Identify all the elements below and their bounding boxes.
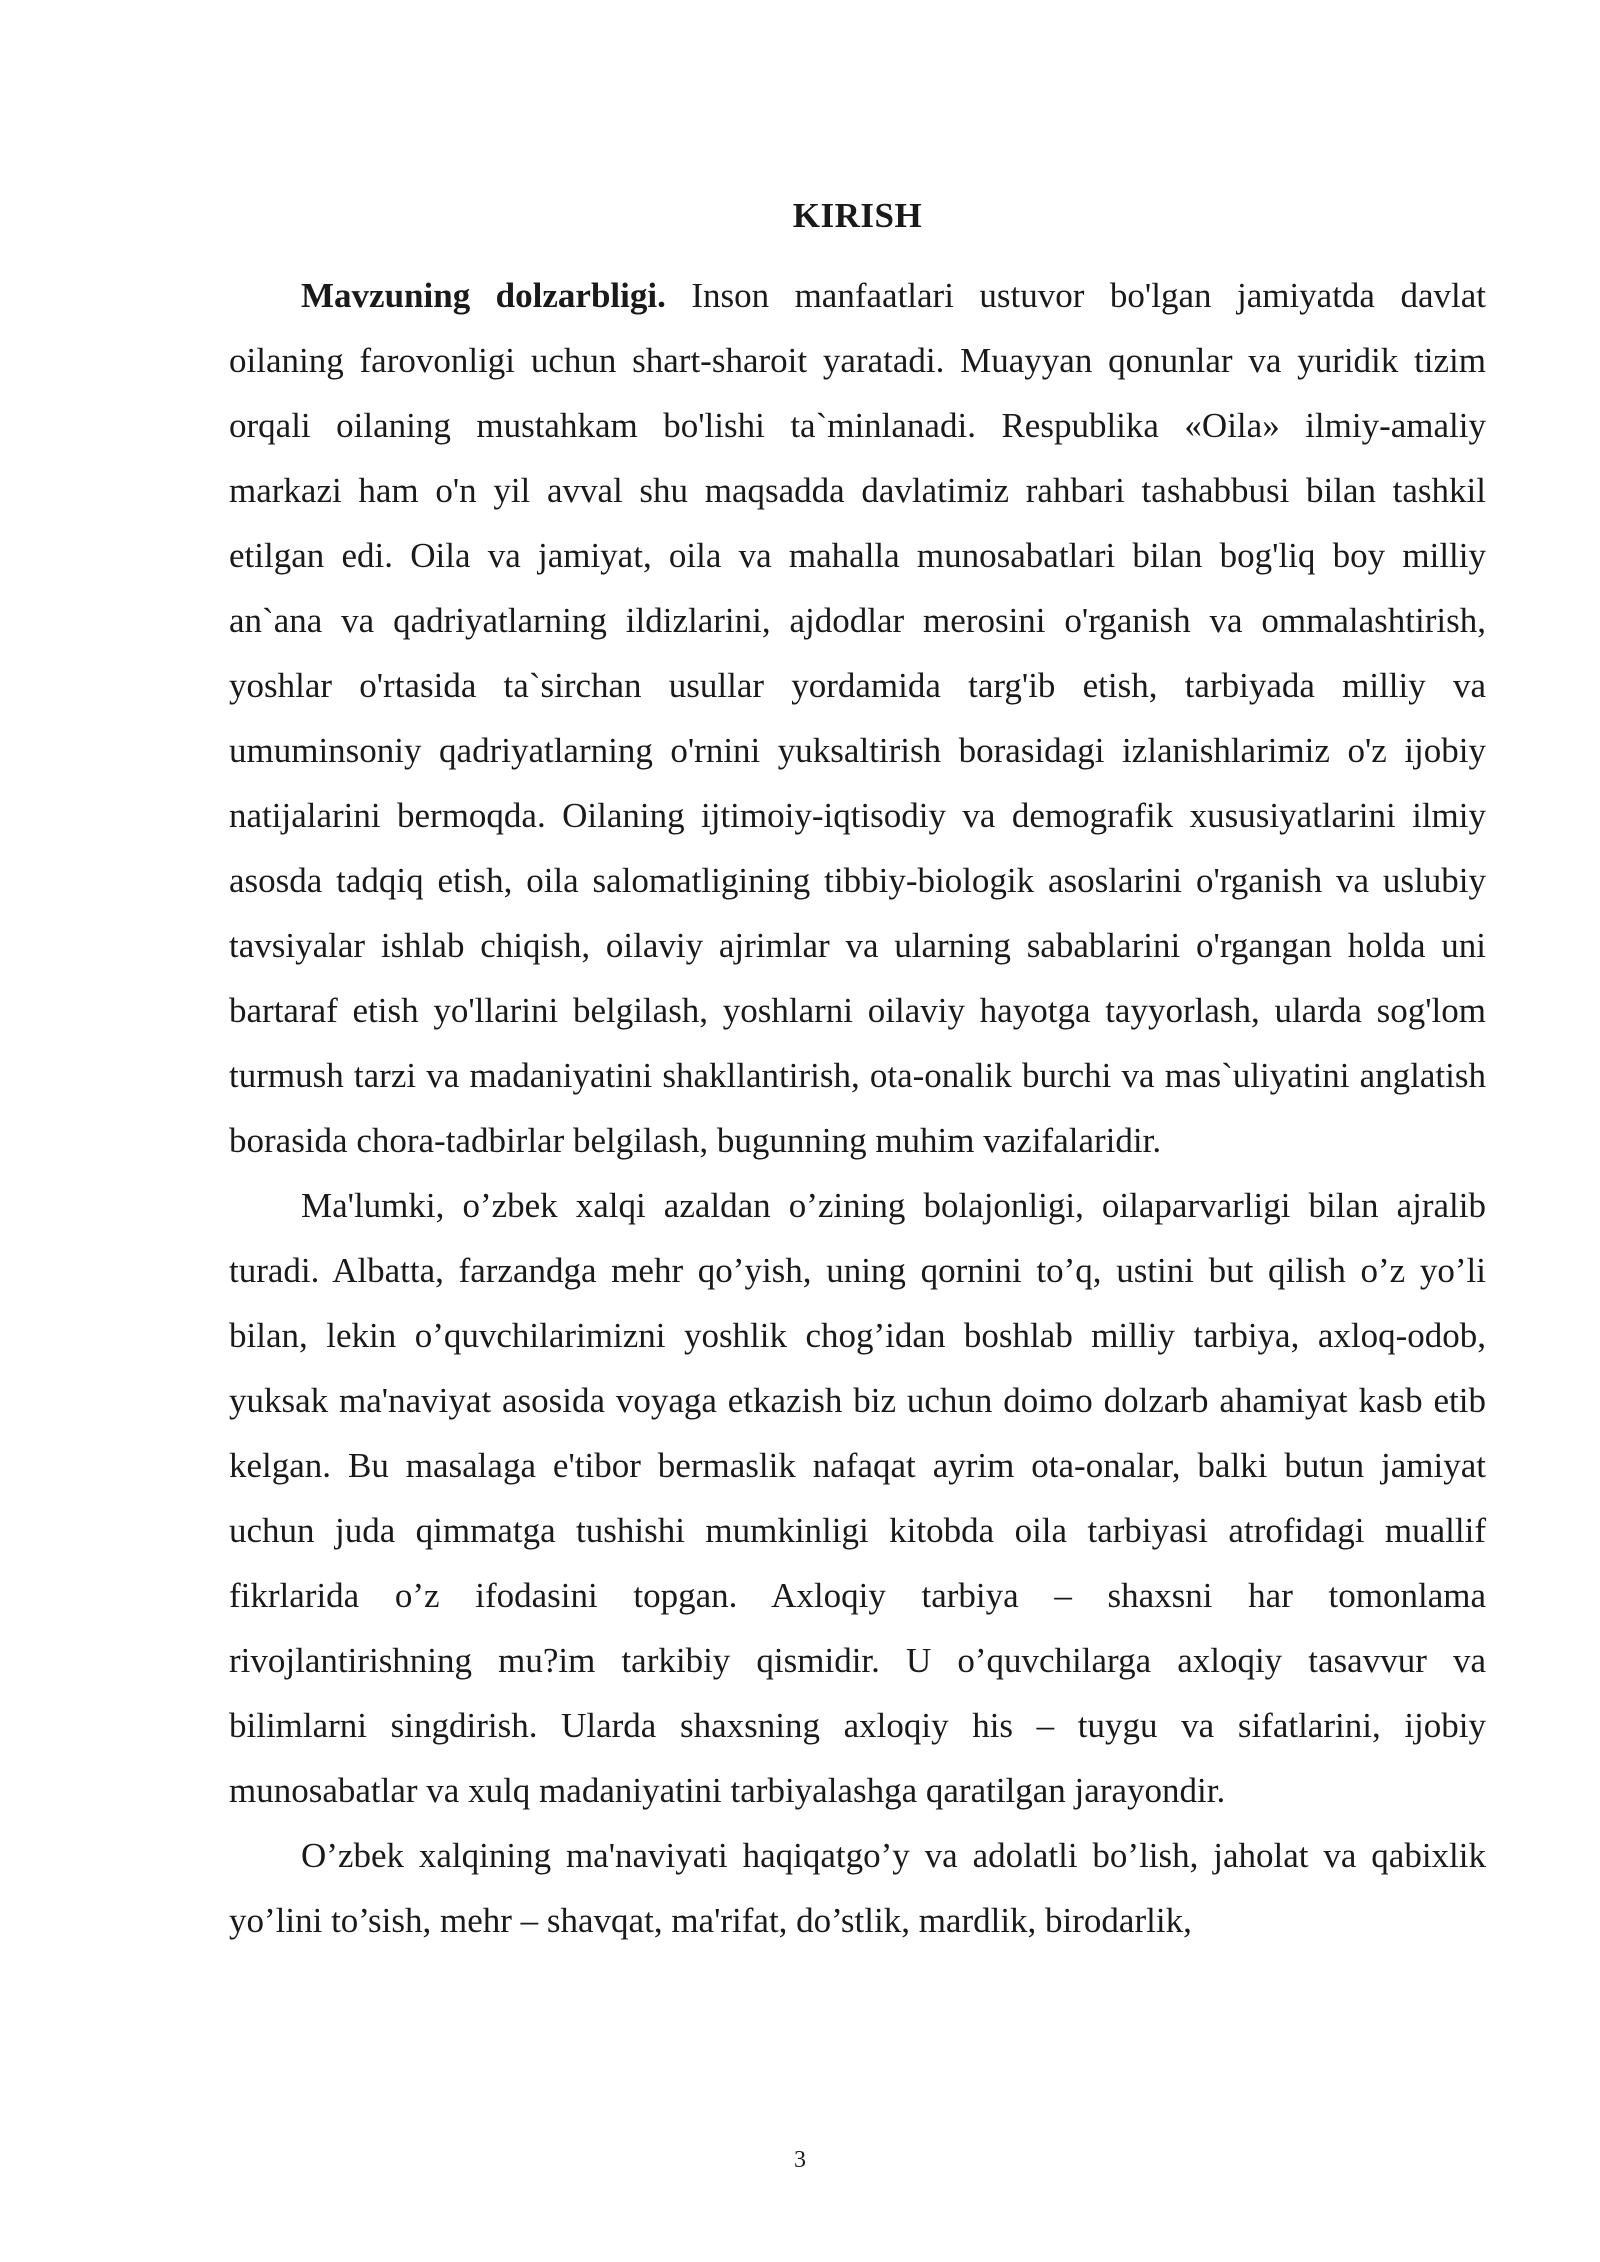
page-content <box>229 183 1486 1953</box>
page-title: KIRISH <box>792 196 923 235</box>
paragraph-relevance <box>229 263 1486 1173</box>
paragraph-lead: Mavzuning dolzarbligi. <box>301 276 666 315</box>
paragraph-text: Inson manfaatlari ustuvor bo'lgan jamiyatda davlat oilaning farovonligi uchun shart-sharoit yaratadi. Muayyan qonunlar va yuridik tizim orqali oilaning mustahkam bo'lishi ta`minlanadi. Respublika «Oila» ilmiy-amaliy markazi ham o'n yil avval shu maqsadda davlatimiz rahbari tashabbusi bilan tashkil etilgan edi. Oila va jamiyat, oila va mahalla munosabatlari bilan bog'liq boy milliy an`ana va qadriyatlarning ildizlarini, ajdodlar merosini o'rganish va ommalashtirish, yoshlar o'rtasida ta`sirchan usullar yordamida targ'ib etish, tarbiyada milliy va umuminsoniy qadriyatlarning o'rnini yuksaltirish borasidagi izlanishlarimiz o'z ijobiy natijalarini bermoqda. Oilaning ijtimoiy-iqtisodiy va demografik xususiyatlarini ilmiy asosda tadqiq etish, oila salomatligining tibbiy-biologik asoslarini o'rganish va uslubiy tavsiyalar ishlab chiqish, oilaviy ajrimlar va ularning sabablarini o'rgangan holda uni bartaraf etish yo'llarini belgilash, yoshlarni oilaviy hayotga tayyorlash, ularda sog'lom turmush tarzi va madaniyatini shakllantirish, ota-onalik burchi va mas`uliyatini anglatish borasida chora-tadbirlar belgilash, bugunning muhim vazifalaridir. <box>229 276 1486 1160</box>
paragraph-body: O’zbek xalqining ma'naviyati haqiqatgo’y va adolatli bo’lish, jaholat va qabixlik yo’lini to’sish, mehr – shavqat, ma'rifat, do’stlik, mardlik, birodarlik, <box>229 1836 1486 1940</box>
paragraph-body: Ma'lumki, o’zbek xalqi azaldan o’zining bolajonligi, oilaparvarligi bilan ajralib turadi. Albatta, farzandga mehr qo’yish, uning qornini to’q, ustini but qilish o’z yo’li bilan, lekin o’quvchilarimizni yoshlik chog’idan boshlab milliy tarbiya, axloq-odob, yuksak ma'naviyat asosida voyaga etkazish biz uchun doimo dolzarb ahamiyat kasb etib kelgan. Bu masalaga e'tibor bermaslik nafaqat ayrim ota-onalar, balki butun jamiyat uchun juda qimmatga tushishi mumkinligi kitobda oila tarbiyasi atrofidagi muallif fikrlarida o’z ifodasini topgan. Axloqiy tarbiya – shaxsni har tomonlama rivojlantirishning mu?im tarkibiy qismidir. U o’quvchilarga axloqiy tasavvur va bilimlarni singdirish. Ularda shaxsning axloqiy his – tuygu va sifatlarini, ijobiy munosabatlar va xulq madaniyatini tarbiyalashga qaratilgan jarayondir. <box>229 1186 1486 1810</box>
page-number: 3 <box>794 2147 806 2173</box>
